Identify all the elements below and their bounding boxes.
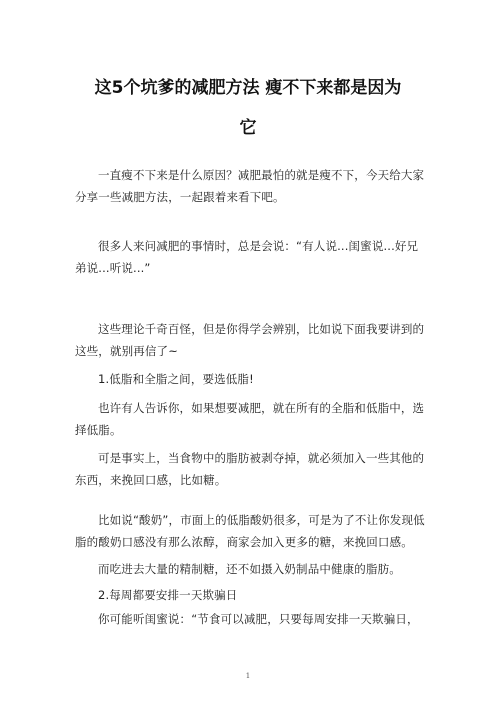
- paragraph-low-fat-truth: 可是事实上，当食物中的脂肪被剥夺掉，就必须加入一些其他的东西，来挽回口感，比如糖。: [75, 451, 425, 487]
- section-heading-2: 2.每周都要安排一天欺骗日: [98, 588, 238, 602]
- paragraph-cheat-day: 你可能听闺蜜说：“节食可以减肥，只要每周安排一天欺骗日，: [98, 612, 419, 626]
- paragraph-low-fat-advice: 也许有人告诉你，如果想要减肥，就在所有的全脂和低脂中，选择低脂。: [75, 401, 425, 437]
- title-line-1: 这5个坑爹的减肥方法 瘦不下来都是因为: [94, 78, 402, 98]
- paragraph-hearsay: 很多人来问减肥的事情时，总是会说：“有人说...闺蜜说...好兄弟说...听说...”: [75, 239, 419, 275]
- title-line-2: 它: [239, 118, 257, 138]
- paragraph-refined-sugar: 而吃进去大量的精制糖，还不如摄入奶制品中健康的脂肪。: [98, 562, 401, 576]
- document-title: [75, 68, 421, 148]
- page-number: 1: [245, 672, 251, 680]
- section-heading-1: 1.低脂和全脂之间，要选低脂!: [98, 372, 254, 386]
- paragraph-theories: 这些理论千奇百怪，但是你得学会辨别，比如说下面我要讲到的这些，就别再信了~: [75, 322, 425, 358]
- paragraph-intro: 一直瘦不下来是什么原因？减肥最怕的就是瘦不下，今天给大家分享一些减肥方法，一起跟着来看下吧。: [75, 168, 425, 204]
- paragraph-yogurt-example: 比如说“酸奶”，市面上的低脂酸奶很多，可是为了不让你发现低脂的酸奶口感没有那么浓醇，商家会加入更多的糖，来挽回口感。: [75, 513, 425, 549]
